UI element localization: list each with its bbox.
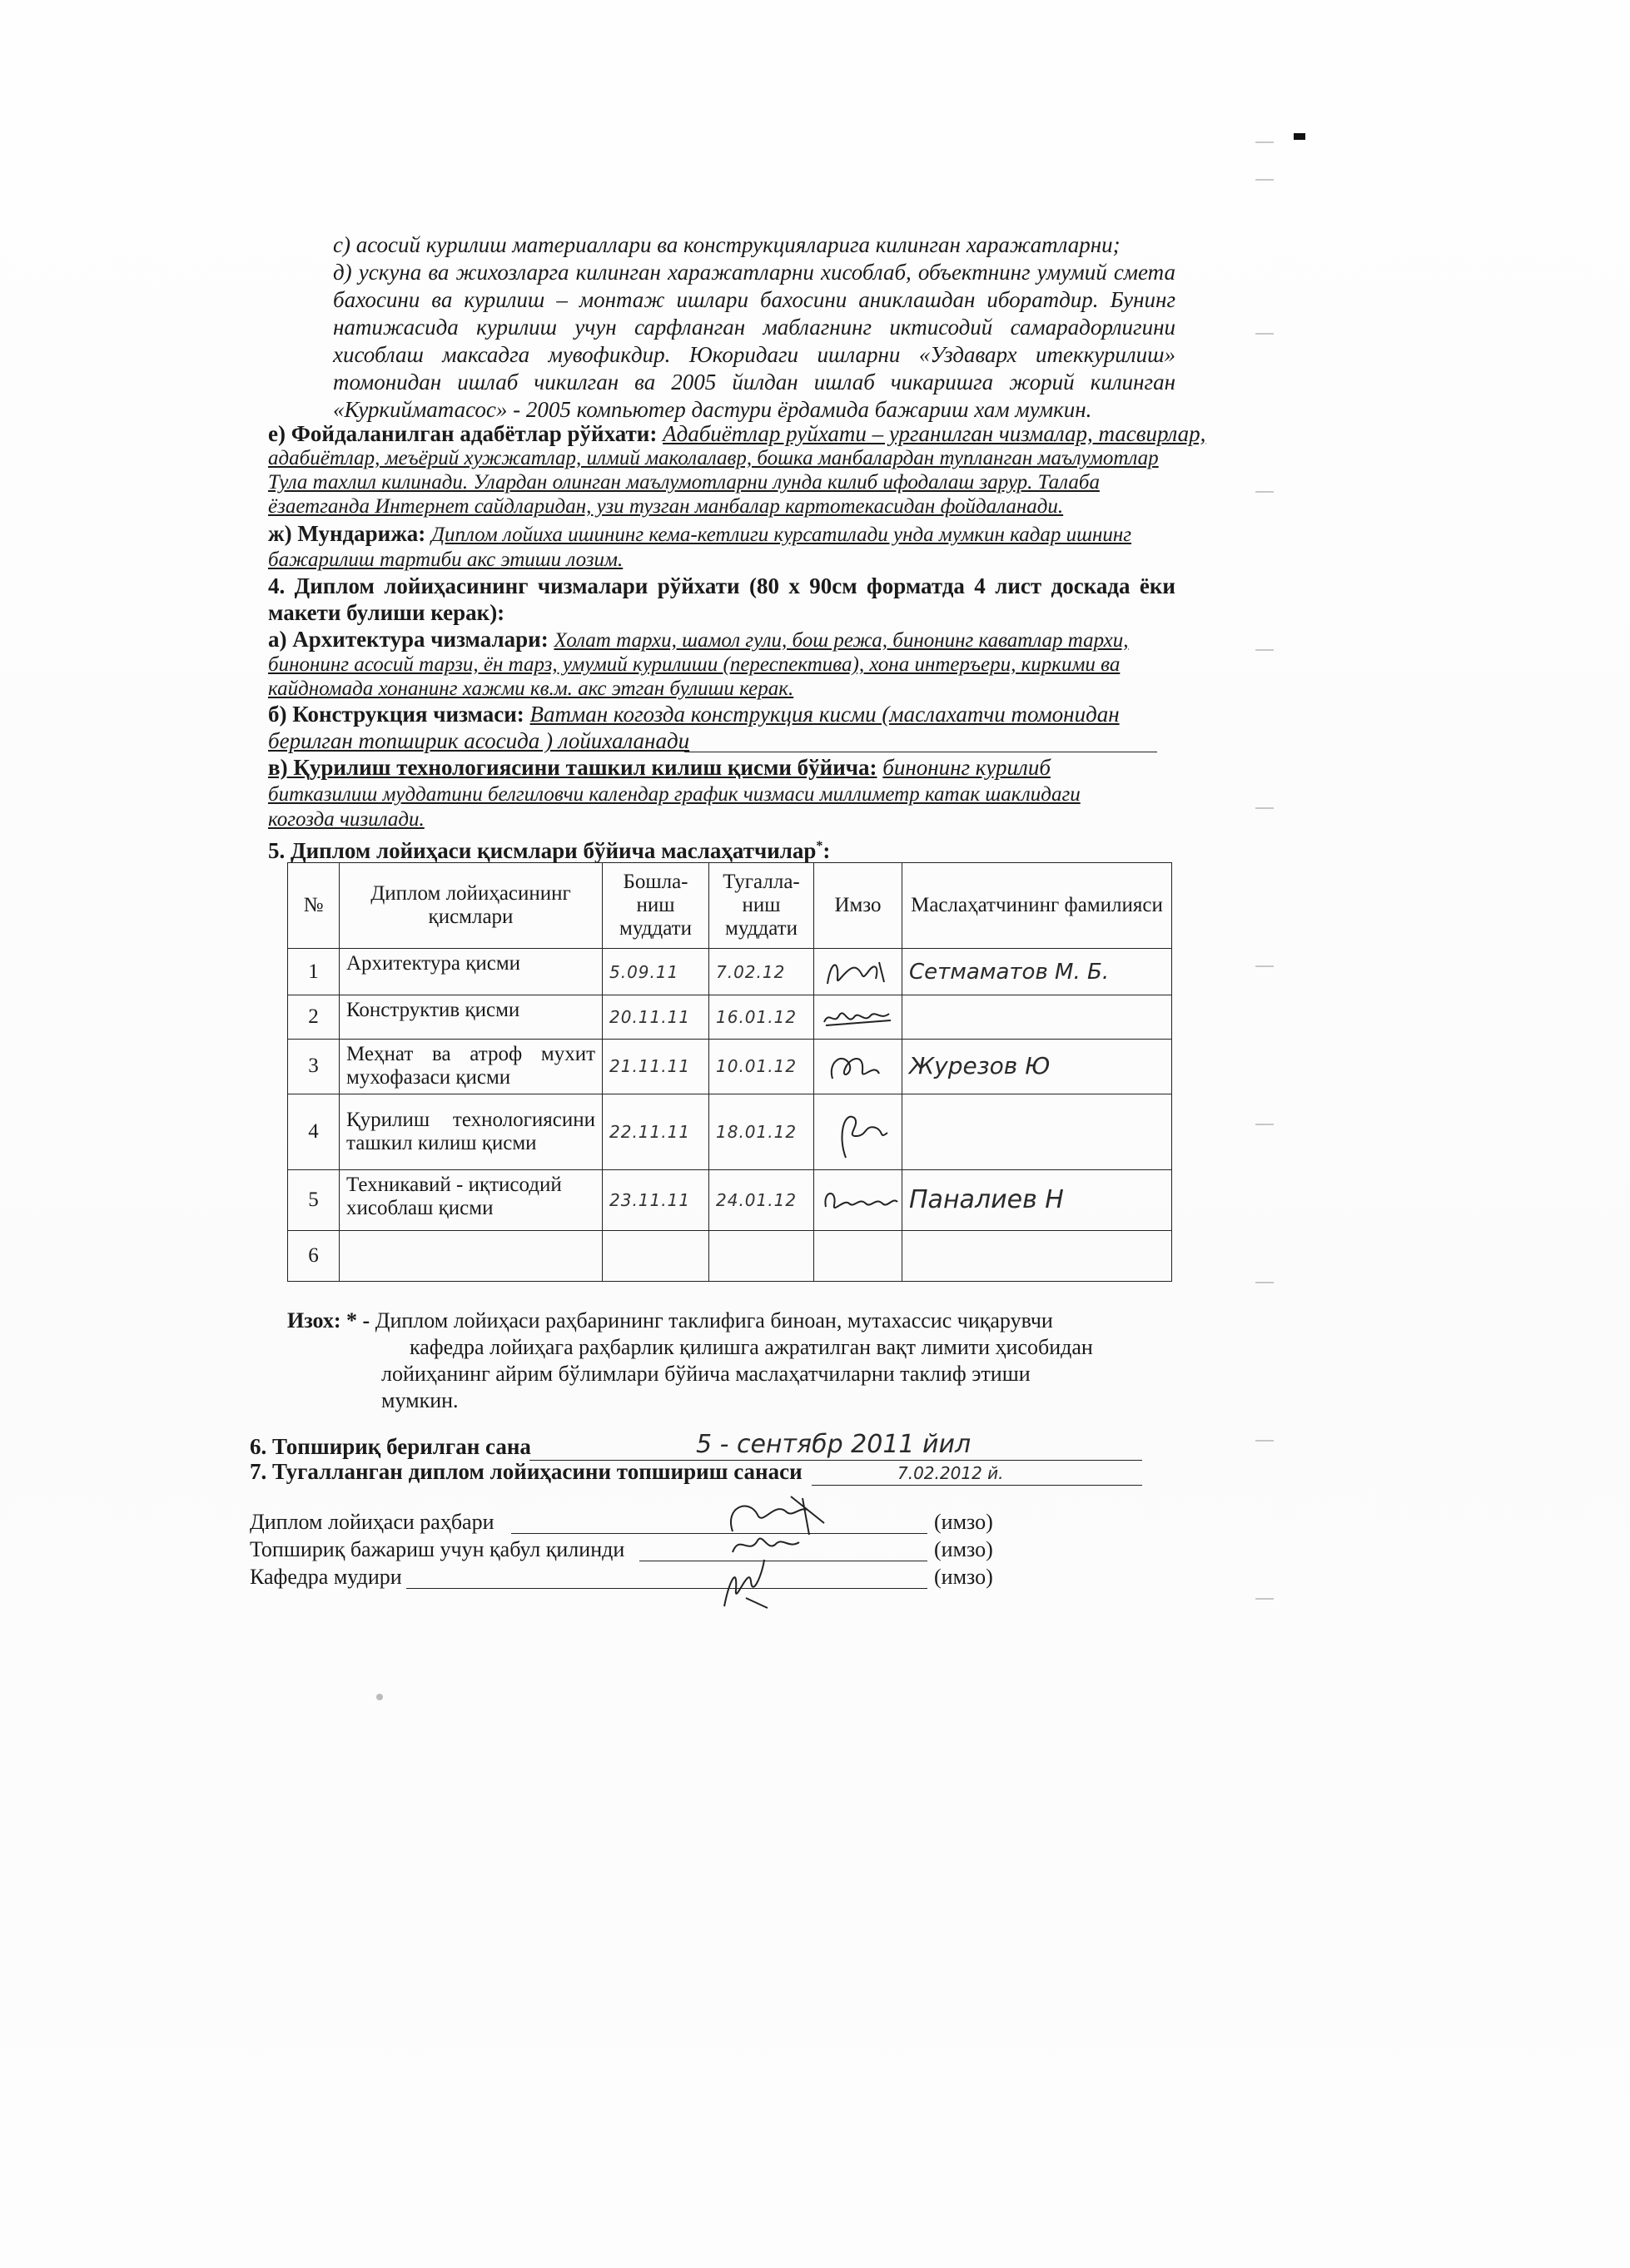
row-start: 5.09.11 bbox=[603, 949, 709, 995]
row-part: Архитектура қисми bbox=[340, 949, 603, 995]
section-label: б) Конструкция чизмаси: bbox=[268, 702, 524, 727]
row-part: Конструктив қисми bbox=[340, 995, 603, 1039]
row-num: 1 bbox=[288, 949, 340, 995]
note-text: мумкин. bbox=[381, 1388, 459, 1412]
row-part: Меҳнат ва атроф мухит мухофазаси қисми bbox=[340, 1039, 603, 1094]
section-label: ж) Мундарижа: bbox=[268, 521, 426, 546]
row-end: 16.01.12 bbox=[709, 995, 814, 1039]
header-end: Тугалла-ниш муддати bbox=[709, 863, 814, 949]
row-sign bbox=[814, 1231, 902, 1282]
row-part: Қурилиш технологиясини ташкил килиш қисми bbox=[340, 1094, 603, 1170]
section-4-heading-cont: макети булиши керак): bbox=[268, 600, 505, 625]
handwritten-date: 7.02.2012 й. bbox=[897, 1463, 1004, 1483]
signature-suffix: (имзо) bbox=[934, 1565, 993, 1589]
text-span: бинонинг курилиб bbox=[882, 755, 1051, 780]
section-zh-heading bbox=[268, 520, 1175, 548]
scan-mark bbox=[1255, 491, 1274, 493]
section-label: е) Фойдаланилган адабётлар рўйхати: bbox=[268, 421, 658, 446]
scan-mark bbox=[1255, 141, 1274, 143]
row-name bbox=[902, 1231, 1172, 1282]
row-end: 10.01.12 bbox=[709, 1039, 814, 1094]
note-text: лойиҳанинг айрим бўлимлари бўйича маслаҳатчиларни таклиф этиши bbox=[381, 1362, 1031, 1386]
row-sign bbox=[814, 1094, 902, 1170]
section-a-heading bbox=[268, 626, 1175, 654]
row-name: Журезов Ю bbox=[902, 1039, 1172, 1094]
row-sign bbox=[814, 949, 902, 995]
note-label: Изох: * - bbox=[287, 1308, 370, 1333]
signature-image bbox=[821, 954, 896, 990]
scan-mark bbox=[1255, 1282, 1274, 1283]
text-line: битказилиш муддатини белгиловчи календар график чизмаси миллиметр катак шаклидаги bbox=[268, 783, 1081, 806]
scan-mark bbox=[1294, 133, 1305, 140]
section-6-label: 6. Топшириқ берилган сана bbox=[250, 1434, 531, 1459]
section-label: в) Қурилиш технологиясини ташкил килиш қисми бўйича: bbox=[268, 755, 877, 780]
row-end: 18.01.12 bbox=[709, 1094, 814, 1170]
text-line: когозда чизилади. bbox=[268, 808, 425, 831]
section-5-heading bbox=[268, 832, 1175, 865]
consultants-table bbox=[287, 862, 1172, 1282]
section-7-label: 7. Тугалланган диплом лойиҳасини топшириш санаси bbox=[250, 1459, 803, 1484]
text-line: Тула тахлил килинади. Улардан олинган маълумотларни лунда килиб ифодалаш зарур. Талаба bbox=[268, 471, 1100, 494]
text-line: томонидан ишлаб чикилган ва 2005 йилдан ишлаб чикаришга жорий килинган bbox=[333, 370, 1175, 395]
section-b-heading bbox=[268, 701, 1175, 728]
header-part: Диплом лойиҳасининг қисмлари bbox=[340, 863, 603, 949]
signature-image bbox=[821, 1182, 901, 1218]
row-start: 21.11.11 bbox=[603, 1039, 709, 1094]
footnote-star: * bbox=[816, 839, 823, 853]
row-name bbox=[902, 995, 1172, 1039]
section-v-heading bbox=[268, 754, 1175, 782]
scan-mark bbox=[1255, 649, 1274, 651]
row-num: 6 bbox=[288, 1231, 340, 1282]
row-end: 24.01.12 bbox=[709, 1170, 814, 1231]
note-text: кафедра лойиҳага раҳбарлик қилишга ажратилган вақт лимити ҳисобидан bbox=[410, 1335, 1093, 1359]
row-part bbox=[340, 1231, 603, 1282]
text-line: «Куркийматасос» - 2005 компьютер дастури ёрдамида бажариш хам мумкин. bbox=[333, 397, 1092, 422]
text-span: Холат тархи, шамол гули, бош режа, бинонинг каватлар тархи, bbox=[554, 629, 1129, 652]
header-name: Маслаҳатчининг фамилияси bbox=[902, 863, 1172, 949]
date-line bbox=[812, 1485, 1142, 1486]
row-start: 23.11.11 bbox=[603, 1170, 709, 1231]
text-span: Диплом лойиха ишининг кема-кетлиги курсатилади унда мумкин кадар ишнинг bbox=[431, 524, 1132, 546]
text-line: хисоблаш максадга мувофикдир. Юкоридаги ишларни «Уздаварх итеккурилиш» bbox=[333, 342, 1175, 367]
scan-mark bbox=[376, 1694, 383, 1700]
signature-image bbox=[821, 1103, 901, 1161]
scan-mark bbox=[1255, 1598, 1274, 1600]
row-name: Сетмаматов М. Б. bbox=[902, 949, 1172, 995]
signature-label: Диплом лойиҳаси раҳбари bbox=[250, 1510, 494, 1534]
table-row bbox=[288, 1231, 1172, 1282]
table-row bbox=[288, 1170, 1172, 1231]
colon: : bbox=[822, 838, 831, 863]
signature-image bbox=[821, 1045, 896, 1087]
row-end: 7.02.12 bbox=[709, 949, 814, 995]
header-num: № bbox=[288, 863, 340, 949]
text-span: Адабиётлар руйхати – урганилган чизмалар, тасвирлар, bbox=[663, 421, 1206, 446]
row-num: 4 bbox=[288, 1094, 340, 1170]
row-sign bbox=[814, 1039, 902, 1094]
note-text: Диплом лойиҳаси раҳбарининг таклифига биноан, мутахассис чиқарувчи bbox=[375, 1308, 1053, 1333]
row-part: Техникавий - иқтисодий хисоблаш қисми bbox=[340, 1170, 603, 1231]
row-name bbox=[902, 1094, 1172, 1170]
row-start: 20.11.11 bbox=[603, 995, 709, 1039]
table-row bbox=[288, 949, 1172, 995]
text-line: с) асосий курилиш материаллари ва конструкцияларига килинган харажатларни; bbox=[333, 232, 1121, 257]
row-sign bbox=[814, 1170, 902, 1231]
text-line: д) ускуна ва жихозларга килинган харажатларни хисоблаб, объектнинг умумий смета bbox=[333, 260, 1175, 285]
text-line: бажарилиш тартиби акс этиши лозим. bbox=[268, 548, 624, 571]
header-start: Бошла-ниш муддати bbox=[603, 863, 709, 949]
section-label: а) Архитектура чизмалари: bbox=[268, 627, 549, 652]
table-row bbox=[288, 995, 1172, 1039]
scan-mark bbox=[1255, 1440, 1274, 1442]
signature-suffix: (имзо) bbox=[934, 1510, 993, 1534]
table-header-row bbox=[288, 863, 1172, 949]
row-num: 5 bbox=[288, 1170, 340, 1231]
signature-label: Кафедра мудири bbox=[250, 1565, 402, 1589]
scan-mark bbox=[1255, 333, 1274, 335]
header-sign: Имзо bbox=[814, 863, 902, 949]
handwritten-date: 5 - сентябр 2011 йил bbox=[696, 1430, 972, 1459]
note-block bbox=[287, 1307, 1186, 1334]
head-signature bbox=[713, 1548, 779, 1615]
text-line: кайдномада хонанинг хажми кв.м. акс этган булиши керак. bbox=[268, 677, 794, 700]
signature-label: Топшириқ бажариш учун қабул қилинди bbox=[250, 1537, 625, 1561]
section-4-heading: 4. Диплом лойиҳасининг чизмалари рўйхати (80 х 90см форматда 4 лист доскада ёки bbox=[268, 573, 1175, 598]
section-title: 5. Диплом лойиҳаси қисмлари бўйича маслаҳатчилар bbox=[268, 838, 817, 863]
text-line: берилган топширик асосида ) лойихаланади bbox=[268, 728, 690, 753]
signature-suffix: (имзо) bbox=[934, 1537, 993, 1561]
scan-mark bbox=[1255, 807, 1274, 809]
text-span: Ватман когозда конструкция кисми (маслахатчи томонидан bbox=[529, 702, 1120, 727]
scan-mark bbox=[1255, 1124, 1274, 1125]
text-line: адабиётлар, меъёрий хужжатлар, илмий маколалавр, бошка манбалардан тупланган маълумотлар bbox=[268, 447, 1159, 469]
text-line: ёзаетганда Интернет сайдларидан, узи тузган манбалар картотекасидан фойдаланади. bbox=[268, 495, 1064, 518]
signature-line bbox=[406, 1588, 927, 1589]
row-num: 2 bbox=[288, 995, 340, 1039]
row-sign bbox=[814, 995, 902, 1039]
text-line: натижасида курилиш учун сарфланган маблагнинг иктисодий самарадорлигини bbox=[333, 315, 1175, 340]
row-start bbox=[603, 1231, 709, 1282]
table-row bbox=[288, 1039, 1172, 1094]
row-num: 3 bbox=[288, 1039, 340, 1094]
row-start: 22.11.11 bbox=[603, 1094, 709, 1170]
row-end bbox=[709, 1231, 814, 1282]
text-line: бахосини ва курилиш – монтаж ишлари бахосини аниклашдан иборатдир. Бунинг bbox=[333, 287, 1175, 312]
text-line: бинонинг асосий тарзи, ён тарз, умумий курилиши (переспектива), хона интеръери, киркими ва bbox=[268, 653, 1121, 676]
scan-mark bbox=[1255, 965, 1274, 967]
scan-mark bbox=[1255, 179, 1274, 181]
table-row bbox=[288, 1094, 1172, 1170]
row-name: Паналиев Н bbox=[902, 1170, 1172, 1231]
signature-image bbox=[821, 1002, 896, 1032]
